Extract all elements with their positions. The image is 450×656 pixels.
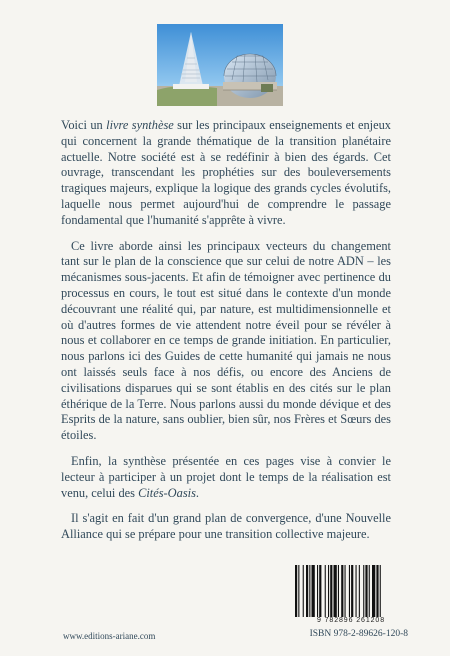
barcode-bar: [330, 565, 332, 617]
text-run: sur les principaux enseignements et enjeux qui concernent la grande thématique de la transition planétaire actuelle. Notre société est à se redéfinir à bien des égards. Cet ouvrage, transcendant les prophéties sur des bouleversements tragiques majeurs, explique la logique des grands cycles évolutifs, laquelle nous permet aujourd'hui de comprendre le passage fondamental que l'humanité s'apprête à vivre.: [61, 118, 391, 227]
barcode-bar: [363, 565, 364, 617]
barcode-bar: [351, 565, 353, 617]
barcode-bar: [334, 565, 337, 617]
barcode-bar: [319, 565, 321, 617]
paragraph: [61, 454, 391, 501]
paragraph: [61, 511, 391, 543]
paragraph: [61, 239, 391, 444]
barcode-digits: 9 782896 261208: [317, 617, 385, 624]
barcode-bar: [325, 565, 326, 617]
barcode-bar: [369, 565, 370, 617]
paragraph: [61, 118, 391, 229]
text-run: .: [195, 485, 200, 500]
barcode-bar: [298, 565, 299, 617]
barcode-bar: [295, 565, 297, 617]
barcode-bar: [303, 565, 304, 617]
barcode-bar: [306, 565, 308, 617]
italic-phrase: livre synthèse: [106, 118, 174, 132]
barcode-bar: [372, 565, 375, 617]
barcode-bar: [365, 565, 367, 617]
barcode-bar: [309, 565, 310, 617]
barcode-bar: [359, 565, 360, 617]
barcode-bar: [338, 565, 339, 617]
barcode-bar: [349, 565, 350, 617]
barcode-bar: [380, 565, 381, 617]
barcode-bar: [356, 565, 357, 617]
barcode-bar: [345, 565, 346, 617]
barcode-bar: [312, 565, 315, 617]
text-run: Ce livre aborde ainsi les principaux vecteurs du changement tant sur le plan de la conscience que sur celui de notre ADN – les mécanismes sous-jacents. Et afin de témoigner avec pertinence du processus en cours, le tout est situé dans le contexte d'un monde découvrant une réalité qui, par nature, est multidimensionnelle et où d'autres formes de vie attendent notre éveil pour se révéler à nous et collaborer en ce temps de grande initiation. En particulier, nous parlons ici des Guides de cette humanité qui jamais ne nous ont laissés seuls face à nos défis, ou encore des Anciens de civilisations disparues qui se sont établis en des cités sur le plan éthérique de la Terre. Nous parlons aussi du monde dévique et des Esprits de la nature, sans oublier, bien sûr, nos Frères et Sœurs des étoiles.: [61, 238, 391, 443]
italic-phrase: Cités-Oasis: [138, 485, 196, 500]
barcode-bar: [328, 565, 329, 617]
isbn-number: ISBN 978-2-89626-120-8: [309, 629, 408, 639]
text-run: Voici un: [61, 118, 107, 132]
architecture-photo: [157, 24, 283, 106]
barcode-bar: [317, 565, 318, 617]
text-run: Enfin, la synthèse présentée en ces pages vise à convier le lecteur à participer à un projet dont le temps de la réalisation est venu, celui des: [61, 453, 391, 500]
barcode-bar: [376, 565, 378, 617]
text-run: Il s'agit en fait d'un grand plan de convergence, d'une Nouvelle Alliance qui se prépare pour une transition collective majeure.: [61, 511, 391, 542]
description-text: [61, 118, 391, 553]
barcode-bar: [341, 565, 343, 617]
publisher-website[interactable]: www.editions-ariane.com: [63, 631, 156, 641]
